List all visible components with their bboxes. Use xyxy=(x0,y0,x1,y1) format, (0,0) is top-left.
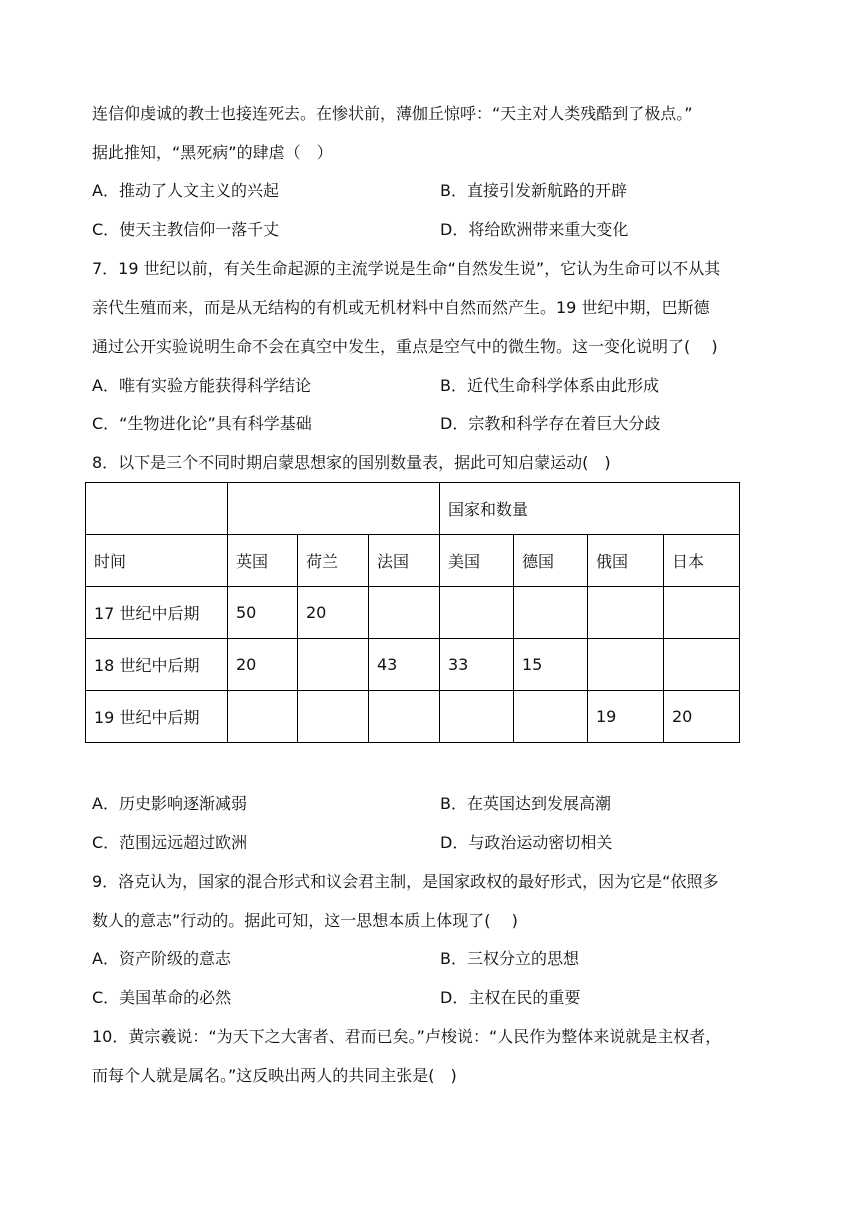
table-value-cell xyxy=(514,691,588,743)
q8-stem-line-1: 8．以下是三个不同时期启蒙思想家的国别数量表，据此可知启蒙运动( ) xyxy=(92,453,611,472)
table-period-cell: 19 世纪中后期 xyxy=(86,691,228,743)
table-value-cell xyxy=(588,587,664,639)
q9-option-c[interactable]: C．美国革命的必然 xyxy=(92,988,232,1007)
table-group-header: 国家和数量 xyxy=(440,483,740,535)
table-value-cell xyxy=(664,639,740,691)
table-row xyxy=(86,691,740,743)
q7-stem-line-3: 通过公开实验说明生命不会在真空中发生，重点是空气中的微生物。这一变化说明了( ) xyxy=(92,337,718,356)
table-value-cell: 20 xyxy=(298,587,369,639)
q7-stem-line-1: 7．19 世纪以前，有关生命起源的主流学说是生命“自然发生说”，它认为生命可以不从其 xyxy=(92,259,721,278)
table-period-cell: 18 世纪中后期 xyxy=(86,639,228,691)
table-country-header: 美国 xyxy=(440,535,514,587)
table-value-cell: 20 xyxy=(228,639,298,691)
q10-stem-line-2: 而每个人就是属名。”这反映出两人的共同主张是( ) xyxy=(92,1066,457,1085)
enlightenment-thinkers-table xyxy=(85,482,740,743)
q6-option-d[interactable]: D．将给欧洲带来重大变化 xyxy=(440,220,629,239)
q7-option-b[interactable]: B．近代生命科学体系由此形成 xyxy=(440,376,659,395)
table-row xyxy=(86,587,740,639)
q9-stem-line-2: 数人的意志”行动的。据此可知，这一思想本质上体现了( ) xyxy=(92,911,518,930)
table-value-cell xyxy=(588,639,664,691)
q9-option-d[interactable]: D．主权在民的重要 xyxy=(440,988,581,1007)
q8-option-a[interactable]: A．历史影响逐渐减弱 xyxy=(92,794,247,813)
table-value-cell: 19 xyxy=(588,691,664,743)
table-country-header: 俄国 xyxy=(588,535,664,587)
table-value-cell xyxy=(298,639,369,691)
q6-option-a[interactable]: A．推动了人文主义的兴起 xyxy=(92,181,279,200)
q6-stem-line-1: 连信仰虔诚的教士也接连死去。在惨状前，薄伽丘惊呼：“天主对人类残酷到了极点。” xyxy=(92,104,693,123)
table-header-row-group xyxy=(86,483,740,535)
q9-stem-line-1: 9．洛克认为，国家的混合形式和议会君主制，是国家政权的最好形式，因为它是“依照多 xyxy=(92,872,719,891)
table-value-cell xyxy=(228,691,298,743)
table-period-cell: 17 世纪中后期 xyxy=(86,587,228,639)
table-cell-empty xyxy=(228,483,440,535)
q7-option-a[interactable]: A．唯有实验方能获得科学结论 xyxy=(92,376,311,395)
q8-option-b[interactable]: B．在英国达到发展高潮 xyxy=(440,794,611,813)
table-header-row-countries xyxy=(86,535,740,587)
table-country-header: 德国 xyxy=(514,535,588,587)
q6-stem-line-2: 据此推知，“黑死病”的肆虐（ ） xyxy=(92,143,333,162)
table-value-cell: 50 xyxy=(228,587,298,639)
q8-option-c[interactable]: C．范围远远超过欧洲 xyxy=(92,833,248,852)
table-value-cell: 33 xyxy=(440,639,514,691)
table-country-header: 日本 xyxy=(664,535,740,587)
table-value-cell: 43 xyxy=(369,639,440,691)
table-row xyxy=(86,639,740,691)
table-time-header: 时间 xyxy=(86,535,228,587)
table-value-cell xyxy=(298,691,369,743)
q10-stem-line-1: 10．黄宗羲说：“为天下之大害者、君而已矣。”卢梭说：“人民作为整体来说就是主权者， xyxy=(92,1027,722,1046)
table-value-cell xyxy=(369,587,440,639)
q6-option-b[interactable]: B．直接引发新航路的开辟 xyxy=(440,181,627,200)
q9-option-b[interactable]: B．三权分立的思想 xyxy=(440,949,579,968)
q7-option-c[interactable]: C．“生物进化论”具有科学基础 xyxy=(92,414,312,433)
q6-option-c[interactable]: C．使天主教信仰一落千丈 xyxy=(92,220,280,239)
q8-option-d[interactable]: D．与政治运动密切相关 xyxy=(440,833,613,852)
table-country-header: 法国 xyxy=(369,535,440,587)
table-cell-empty xyxy=(86,483,228,535)
table-value-cell xyxy=(440,587,514,639)
q7-option-d[interactable]: D．宗教和科学存在着巨大分歧 xyxy=(440,414,661,433)
table-value-cell: 15 xyxy=(514,639,588,691)
table-value-cell xyxy=(369,691,440,743)
table-value-cell xyxy=(440,691,514,743)
table-value-cell xyxy=(664,587,740,639)
table-value-cell xyxy=(514,587,588,639)
table-value-cell: 20 xyxy=(664,691,740,743)
table-country-header: 英国 xyxy=(228,535,298,587)
q7-stem-line-2: 亲代生殖而来，而是从无结构的有机或无机材料中自然而然产生。19 世纪中期，巴斯德 xyxy=(92,298,710,317)
table-country-header: 荷兰 xyxy=(298,535,369,587)
q9-option-a[interactable]: A．资产阶级的意志 xyxy=(92,949,231,968)
